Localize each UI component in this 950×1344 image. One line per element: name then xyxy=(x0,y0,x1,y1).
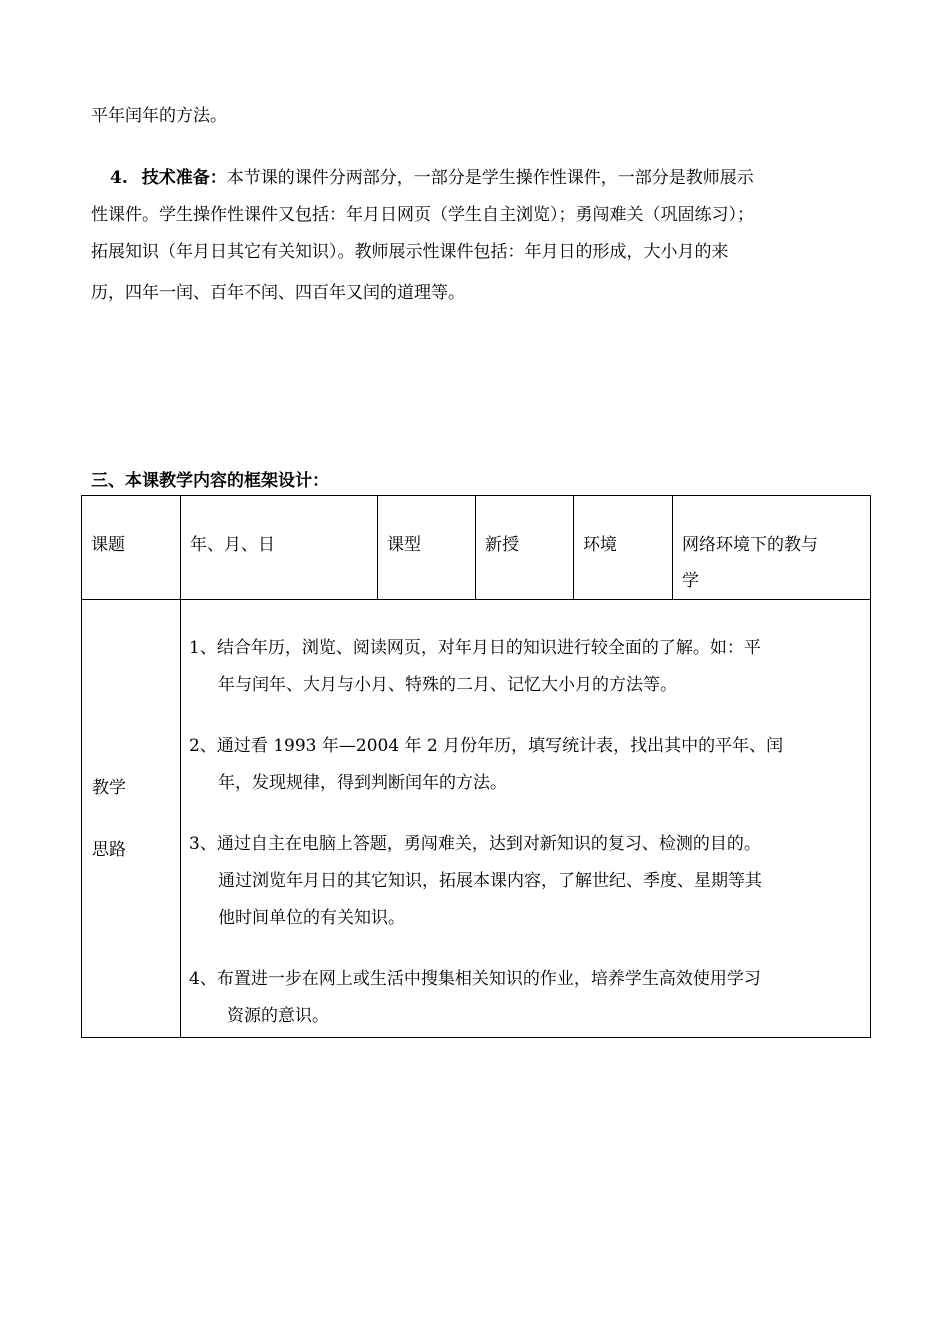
list-item xyxy=(189,728,840,802)
cell-type-value: 新授 xyxy=(476,496,574,600)
list-item xyxy=(189,961,840,1035)
item-4-line-2: 资源的意识。 xyxy=(227,1006,329,1026)
table-content-row xyxy=(82,600,871,1038)
cell-type-label: 课型 xyxy=(378,496,476,600)
tech-prep-text: 本节课的课件分两部分，一部分是学生操作性课件，一部分是教师展示 xyxy=(226,168,754,188)
item-3-line-2: 通过浏览年月日的其它知识，拓展本课内容，了解世纪、季度、星期等其 xyxy=(218,871,762,891)
tech-prep-label: 技术准备： xyxy=(141,168,227,188)
cell-teaching-idea-label xyxy=(82,600,181,1038)
tech-prep-line-2: 性课件。学生操作性课件又包括：年月日网页（学生自主浏览）；勇闯难关（巩固练习）； xyxy=(91,205,754,225)
item-4-line-1: 4、布置进一步在网上或生活中搜集相关知识的作业，培养学生高效使用学习 xyxy=(189,969,761,989)
env-value-line-1: 网络环境下的教与 xyxy=(682,535,818,555)
tech-prep-line-3: 拓展知识（年月日其它有关知识）。教师展示性课件包括：年月日的形成，大小月的来 xyxy=(91,242,729,262)
tech-prep-line-4: 历，四年一闰、百年不闰、四百年又闰的道理等。 xyxy=(91,283,465,303)
item-1-line-2: 年与闰年、大月与小月、特殊的二月、记忆大小月的方法等。 xyxy=(218,675,677,695)
side-label-line-1: 教学 xyxy=(92,777,126,798)
intro-text-line: 平年闰年的方法。 xyxy=(91,106,227,126)
cell-env-label: 环境 xyxy=(574,496,673,600)
tech-prep-line-1 xyxy=(110,166,754,190)
item-2-line-2: 年，发现规律，得到判断闰年的方法。 xyxy=(218,773,507,793)
cell-teaching-idea-content xyxy=(181,600,871,1038)
side-label-line-2: 思路 xyxy=(92,839,126,860)
item-2-line-1: 2、通过看 1993 年—2004 年 2 月份年历，填写统计表，找出其中的平年、闰 xyxy=(189,736,784,756)
table-header-row xyxy=(82,496,871,600)
env-value-line-2: 学 xyxy=(682,571,699,591)
section-heading: 三、本课教学内容的框架设计： xyxy=(91,471,329,491)
cell-env-value xyxy=(673,496,871,600)
tech-prep-number: 4. xyxy=(110,168,128,188)
list-item xyxy=(189,630,840,704)
framework-table xyxy=(81,495,871,1038)
cell-topic-value: 年、月、日 xyxy=(181,496,378,600)
item-3-line-3: 他时间单位的有关知识。 xyxy=(218,908,405,928)
cell-topic-label: 课题 xyxy=(82,496,181,600)
item-1-line-1: 1、结合年历，浏览、阅读网页，对年月日的知识进行较全面的了解。如：平 xyxy=(189,638,761,658)
item-3-line-1: 3、通过自主在电脑上答题，勇闯难关，达到对新知识的复习、检测的目的。 xyxy=(189,834,761,854)
list-item xyxy=(189,826,840,937)
